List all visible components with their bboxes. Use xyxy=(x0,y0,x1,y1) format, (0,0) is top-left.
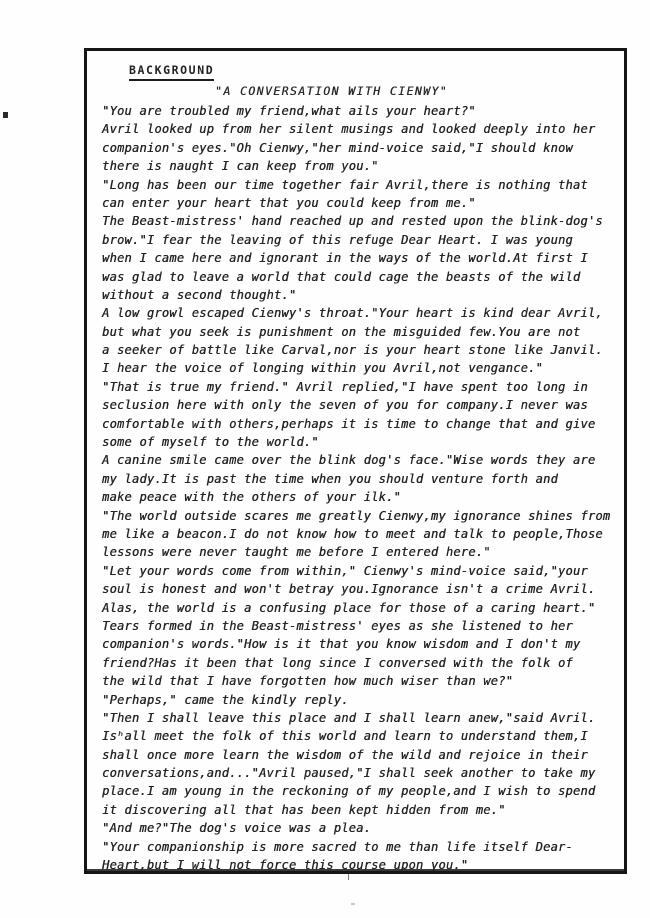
text-line: Heart,but I will not force this course upon you." xyxy=(102,858,469,873)
document-title: "A CONVERSATION WITH CIENWY" xyxy=(215,84,449,98)
text-line: my lady.It is past the time when you should venture forth and xyxy=(102,471,558,486)
text-line: friend?Has it been that long since I conversed with the folk of xyxy=(102,655,573,670)
text-line: I hear the voice of longing within you Avril,not vengance." xyxy=(102,361,544,376)
text-line: Avril looked up from her silent musings and looked deeply into her xyxy=(102,122,596,137)
text-line: soul is honest and won't betray you.Ignorance isn't a crime Avril. xyxy=(102,582,596,597)
text-line: brow."I fear the leaving of this refuge Dear Heart. I was young xyxy=(102,232,573,247)
ink-speck xyxy=(351,903,355,905)
text-line: a seeker of battle like Carval,nor is your heart stone like Janvil. xyxy=(102,343,603,358)
text-line: the wild that I have forgotten how much wiser than we?" xyxy=(102,674,514,689)
text-line: some of myself to the world." xyxy=(102,435,319,450)
text-line: "You are troubled my friend,what ails your heart?" xyxy=(102,104,476,118)
section-heading: BACKGROUND xyxy=(129,63,214,81)
text-line: companion's words."How is it that you know wisdom and I don't my xyxy=(102,637,581,652)
text-line: comfortable with others,perhaps it is time to change that and give xyxy=(102,416,596,431)
text-line: without a second thought." xyxy=(102,287,297,302)
text-line: lessons were never taught me before I entered here." xyxy=(102,545,491,560)
text-line: companion's eyes."Oh Cienwy,"her mind-voice said,"I should know xyxy=(102,140,573,155)
text-line: "And me?"The dog's voice was a plea. xyxy=(102,821,372,836)
text-line: seclusion here with only the seven of you for company.I never was xyxy=(102,398,588,413)
page-border-frame xyxy=(84,48,627,874)
text-line: "The world outside scares me greatly Cienwy,my ignorance shines from xyxy=(102,508,611,523)
text-line: when I came here and ignorant in the ways of the world.At first I xyxy=(102,251,588,266)
document-body xyxy=(102,102,617,874)
text-line: "Your companionship is more sacred to me than life itself Dear- xyxy=(102,839,573,854)
text-line: but what you seek is punishment on the misguided few.You are not xyxy=(102,324,581,339)
text-line: "Long has been our time together fair Avril,there is nothing that xyxy=(102,177,588,192)
text-line: Isʰall meet the folk of this world and learn to understand them,I xyxy=(102,729,588,744)
text-line: it discovering all that has been kept hidden from me." xyxy=(102,802,506,817)
text-line: Alas, the world is a confusing place for those of a caring heart." xyxy=(102,600,596,615)
text-line: "Perhaps," came the kindly reply. xyxy=(102,692,349,707)
text-line: there is naught I can keep from you." xyxy=(102,159,379,174)
text-line: conversations,and..."Avril paused,"I shall seek another to take my xyxy=(102,766,596,781)
ink-speck xyxy=(3,112,8,118)
text-line: A canine smile came over the blink dog's face."Wise words they are xyxy=(102,453,596,468)
scan-artifact-tick xyxy=(348,874,349,880)
text-line: shall once more learn the wisdom of the wild and rejoice in their xyxy=(102,747,588,762)
text-line: me like a beacon.I do not know how to meet and talk to people,Those xyxy=(102,526,603,541)
text-line: "That is true my friend." Avril replied,"I have spent too long in xyxy=(102,379,588,394)
text-line: make peace with the others of your ilk." xyxy=(102,490,401,505)
text-line: "Then I shall leave this place and I shall learn anew,"said Avril. xyxy=(102,710,596,725)
text-line: A low growl escaped Cienwy's throat."Your heart is kind dear Avril, xyxy=(102,306,603,321)
text-line: The Beast-mistress' hand reached up and rested upon the blink-dog's xyxy=(102,214,603,229)
text-line: can enter your heart that you could keep from me." xyxy=(102,195,476,210)
text-line: Tears formed in the Beast-mistress' eyes as she listened to her xyxy=(102,618,573,633)
text-line: "Let your words come from within," Cienwy's mind-voice said,"your xyxy=(102,563,588,578)
text-line: place.I am young in the reckoning of my people,and I wish to spend xyxy=(102,784,596,799)
text-line: was glad to leave a world that could cage the beasts of the wild xyxy=(102,269,581,284)
